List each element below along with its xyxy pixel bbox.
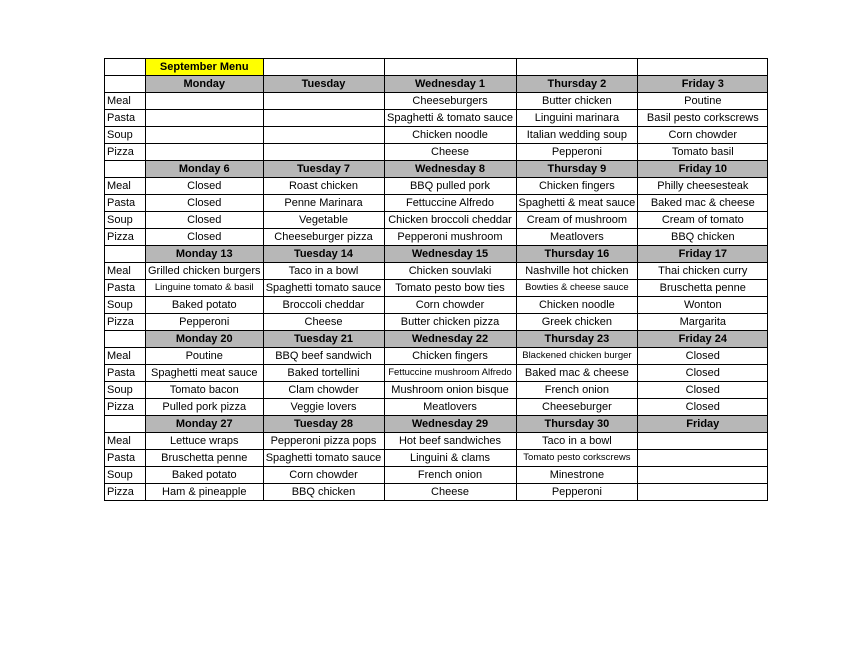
day-header[interactable]: Monday 6	[146, 161, 264, 178]
menu-cell[interactable]: Greek chicken	[516, 314, 638, 331]
day-header[interactable]: Thursday 23	[516, 331, 638, 348]
menu-cell[interactable]: Poutine	[146, 348, 264, 365]
cell[interactable]	[384, 59, 516, 76]
day-header[interactable]: Wednesday 1	[384, 76, 516, 93]
row-label[interactable]: Soup	[105, 127, 146, 144]
menu-cell[interactable]: Spaghetti tomato sauce	[263, 280, 384, 297]
menu-table	[104, 58, 768, 501]
menu-cell[interactable]	[263, 110, 384, 127]
menu-row-meal	[105, 93, 768, 110]
cell[interactable]	[105, 76, 146, 93]
day-header[interactable]: Monday 27	[146, 416, 264, 433]
menu-cell[interactable]	[263, 93, 384, 110]
menu-cell[interactable]: Cheeseburger	[516, 399, 638, 416]
week-header-row	[105, 76, 768, 93]
day-header[interactable]: Friday 17	[638, 246, 768, 263]
menu-table-body	[105, 59, 768, 501]
week-header-row	[105, 161, 768, 178]
menu-cell[interactable]	[146, 127, 264, 144]
day-header[interactable]: Wednesday 8	[384, 161, 516, 178]
menu-cell[interactable]: Chicken noodle	[384, 127, 516, 144]
row-label[interactable]: Pizza	[105, 314, 146, 331]
menu-cell[interactable]: Veggie lovers	[263, 399, 384, 416]
row-label[interactable]: Pizza	[105, 144, 146, 161]
menu-cell[interactable]: Closed	[638, 399, 768, 416]
day-header[interactable]: Tuesday 14	[263, 246, 384, 263]
menu-cell[interactable]	[638, 433, 768, 450]
menu-row-soup	[105, 467, 768, 484]
menu-cell[interactable]: Pepperoni	[516, 484, 638, 501]
row-label[interactable]: Pasta	[105, 450, 146, 467]
day-header[interactable]: Wednesday 15	[384, 246, 516, 263]
day-header[interactable]: Wednesday 29	[384, 416, 516, 433]
menu-cell[interactable]: Cheeseburgers	[384, 93, 516, 110]
menu-cell[interactable]: Cheeseburger pizza	[263, 229, 384, 246]
menu-cell[interactable]: Butter chicken pizza	[384, 314, 516, 331]
menu-cell[interactable]: Baked potato	[146, 467, 264, 484]
menu-cell[interactable]: Corn chowder	[384, 297, 516, 314]
day-header[interactable]: Tuesday 21	[263, 331, 384, 348]
cell[interactable]	[105, 331, 146, 348]
menu-cell[interactable]: Taco in a bowl	[263, 263, 384, 280]
menu-cell[interactable]: Closed	[146, 229, 264, 246]
menu-cell[interactable]: BBQ beef sandwich	[263, 348, 384, 365]
day-header[interactable]: Thursday 16	[516, 246, 638, 263]
menu-cell[interactable]: Closed	[146, 195, 264, 212]
week-header-row	[105, 246, 768, 263]
menu-cell[interactable]: Wonton	[638, 297, 768, 314]
menu-row-pasta	[105, 110, 768, 127]
menu-row-pasta	[105, 365, 768, 382]
menu-row-pizza	[105, 229, 768, 246]
row-label[interactable]: Pasta	[105, 195, 146, 212]
menu-cell[interactable]: Tomato basil	[638, 144, 768, 161]
day-header[interactable]: Tuesday 28	[263, 416, 384, 433]
day-header[interactable]: Friday 3	[638, 76, 768, 93]
menu-cell[interactable]: Closed	[146, 178, 264, 195]
menu-cell[interactable]: Broccoli cheddar	[263, 297, 384, 314]
row-label[interactable]: Soup	[105, 297, 146, 314]
menu-row-pizza	[105, 399, 768, 416]
menu-cell[interactable]: Ham & pineapple	[146, 484, 264, 501]
menu-row-pizza	[105, 144, 768, 161]
menu-cell[interactable]: BBQ pulled pork	[384, 178, 516, 195]
menu-row-pasta	[105, 195, 768, 212]
menu-cell[interactable]: Taco in a bowl	[516, 433, 638, 450]
menu-row-soup	[105, 127, 768, 144]
menu-cell[interactable]: Chicken noodle	[516, 297, 638, 314]
menu-cell[interactable]	[638, 450, 768, 467]
day-header[interactable]: Friday	[638, 416, 768, 433]
menu-row-meal	[105, 178, 768, 195]
menu-cell[interactable]: Vegetable	[263, 212, 384, 229]
menu-cell[interactable]: Pepperoni	[146, 314, 264, 331]
menu-cell[interactable]: Chicken broccoli cheddar	[384, 212, 516, 229]
menu-cell[interactable]: Closed	[638, 382, 768, 399]
menu-cell[interactable]: Penne Marinara	[263, 195, 384, 212]
menu-cell[interactable]: Cheese	[263, 314, 384, 331]
menu-row-meal	[105, 263, 768, 280]
menu-cell[interactable]: Lettuce wraps	[146, 433, 264, 450]
menu-cell[interactable]	[146, 144, 264, 161]
day-header[interactable]: Monday	[146, 76, 264, 93]
menu-title[interactable]: September Menu	[146, 59, 264, 76]
menu-cell[interactable]: Cheese	[384, 484, 516, 501]
menu-cell[interactable]: Pepperoni mushroom	[384, 229, 516, 246]
menu-row-pizza	[105, 314, 768, 331]
menu-cell[interactable]: Chicken souvlaki	[384, 263, 516, 280]
menu-cell[interactable]: Tomato bacon	[146, 382, 264, 399]
row-label[interactable]: Pizza	[105, 484, 146, 501]
menu-cell[interactable]: BBQ chicken	[263, 484, 384, 501]
menu-cell[interactable]: Blackened chicken burger	[516, 348, 638, 365]
menu-cell[interactable]: Bruschetta penne	[638, 280, 768, 297]
menu-cell[interactable]: Italian wedding soup	[516, 127, 638, 144]
menu-cell[interactable]: Hot beef sandwiches	[384, 433, 516, 450]
menu-cell[interactable]	[146, 93, 264, 110]
row-label[interactable]: Pasta	[105, 110, 146, 127]
menu-cell[interactable]: Pulled pork pizza	[146, 399, 264, 416]
menu-cell[interactable]: Closed	[638, 365, 768, 382]
menu-cell[interactable]: Basil pesto corkscrews	[638, 110, 768, 127]
menu-cell[interactable]: Cheese	[384, 144, 516, 161]
menu-cell[interactable]: Tomato pesto corkscrews	[516, 450, 638, 467]
menu-row-meal	[105, 348, 768, 365]
menu-cell[interactable]: Spaghetti meat sauce	[146, 365, 264, 382]
menu-cell[interactable]: Pepperoni	[516, 144, 638, 161]
menu-row-pasta	[105, 450, 768, 467]
menu-cell[interactable]: Butter chicken	[516, 93, 638, 110]
menu-cell[interactable]: Linguine tomato & basil	[146, 280, 264, 297]
row-label[interactable]: Soup	[105, 212, 146, 229]
day-header[interactable]: Thursday 9	[516, 161, 638, 178]
menu-cell[interactable]: Roast chicken	[263, 178, 384, 195]
row-label[interactable]: Meal	[105, 348, 146, 365]
menu-row-soup	[105, 382, 768, 399]
menu-cell[interactable]: Cream of mushroom	[516, 212, 638, 229]
menu-cell[interactable]: Bruschetta penne	[146, 450, 264, 467]
row-label[interactable]: Meal	[105, 178, 146, 195]
menu-cell[interactable]: Meatlovers	[516, 229, 638, 246]
menu-cell[interactable]	[263, 127, 384, 144]
menu-row-pizza	[105, 484, 768, 501]
day-header[interactable]: Wednesday 22	[384, 331, 516, 348]
menu-cell[interactable]: Spaghetti tomato sauce	[263, 450, 384, 467]
menu-row-soup	[105, 212, 768, 229]
menu-cell[interactable]: Baked tortellini	[263, 365, 384, 382]
menu-cell[interactable]: Corn chowder	[263, 467, 384, 484]
menu-row-pasta	[105, 280, 768, 297]
menu-cell[interactable]: Philly cheesesteak	[638, 178, 768, 195]
cell[interactable]	[105, 161, 146, 178]
menu-cell[interactable]: Baked potato	[146, 297, 264, 314]
menu-cell[interactable]	[146, 110, 264, 127]
menu-cell[interactable]: Baked mac & cheese	[638, 195, 768, 212]
title-row	[105, 59, 768, 76]
menu-cell[interactable]: French onion	[516, 382, 638, 399]
week-header-row	[105, 416, 768, 433]
menu-cell[interactable]: Chicken fingers	[516, 178, 638, 195]
cell[interactable]	[105, 246, 146, 263]
menu-cell[interactable]	[263, 144, 384, 161]
day-header[interactable]: Tuesday	[263, 76, 384, 93]
day-header[interactable]: Monday 20	[146, 331, 264, 348]
menu-row-meal	[105, 433, 768, 450]
menu-cell[interactable]: Corn chowder	[638, 127, 768, 144]
menu-cell[interactable]: Margarita	[638, 314, 768, 331]
menu-cell[interactable]: Chicken fingers	[384, 348, 516, 365]
menu-cell[interactable]: Closed	[638, 348, 768, 365]
menu-cell[interactable]: Thai chicken curry	[638, 263, 768, 280]
menu-cell[interactable]: Closed	[146, 212, 264, 229]
menu-cell[interactable]: Bowties & cheese sauce	[516, 280, 638, 297]
day-header[interactable]: Friday 24	[638, 331, 768, 348]
menu-cell[interactable]	[638, 484, 768, 501]
menu-cell[interactable]: Spaghetti & meat sauce	[516, 195, 638, 212]
menu-cell[interactable]: Tomato pesto bow ties	[384, 280, 516, 297]
row-label[interactable]: Pasta	[105, 280, 146, 297]
menu-cell[interactable]: Linguini marinara	[516, 110, 638, 127]
menu-cell[interactable]: Meatlovers	[384, 399, 516, 416]
day-header[interactable]: Friday 10	[638, 161, 768, 178]
menu-cell[interactable]: BBQ chicken	[638, 229, 768, 246]
menu-cell[interactable]	[638, 467, 768, 484]
menu-cell[interactable]: Linguini & clams	[384, 450, 516, 467]
menu-cell[interactable]: Clam chowder	[263, 382, 384, 399]
menu-cell[interactable]: Pepperoni pizza pops	[263, 433, 384, 450]
menu-cell[interactable]: Cream of tomato	[638, 212, 768, 229]
menu-row-soup	[105, 297, 768, 314]
row-label[interactable]: Soup	[105, 382, 146, 399]
row-label[interactable]: Pizza	[105, 229, 146, 246]
day-header[interactable]: Monday 13	[146, 246, 264, 263]
day-header[interactable]: Thursday 30	[516, 416, 638, 433]
row-label[interactable]: Pizza	[105, 399, 146, 416]
row-label[interactable]: Pasta	[105, 365, 146, 382]
row-label[interactable]: Meal	[105, 433, 146, 450]
menu-cell[interactable]: Baked mac & cheese	[516, 365, 638, 382]
menu-cell[interactable]: French onion	[384, 467, 516, 484]
menu-cell[interactable]: Fettuccine mushroom Alfredo	[384, 365, 516, 382]
menu-cell[interactable]: Nashville hot chicken	[516, 263, 638, 280]
menu-cell[interactable]: Fettuccine Alfredo	[384, 195, 516, 212]
menu-cell[interactable]: Spaghetti & tomato sauce	[384, 110, 516, 127]
day-header[interactable]: Tuesday 7	[263, 161, 384, 178]
row-label[interactable]: Soup	[105, 467, 146, 484]
cell[interactable]	[638, 59, 768, 76]
row-label[interactable]: Meal	[105, 93, 146, 110]
menu-cell[interactable]: Grilled chicken burgers	[146, 263, 264, 280]
menu-cell[interactable]: Minestrone	[516, 467, 638, 484]
cell[interactable]	[516, 59, 638, 76]
day-header[interactable]: Thursday 2	[516, 76, 638, 93]
cell[interactable]	[105, 416, 146, 433]
row-label[interactable]: Meal	[105, 263, 146, 280]
menu-cell[interactable]: Mushroom onion bisque	[384, 382, 516, 399]
cell[interactable]	[263, 59, 384, 76]
cell[interactable]	[105, 59, 146, 76]
week-header-row	[105, 331, 768, 348]
menu-cell[interactable]: Poutine	[638, 93, 768, 110]
